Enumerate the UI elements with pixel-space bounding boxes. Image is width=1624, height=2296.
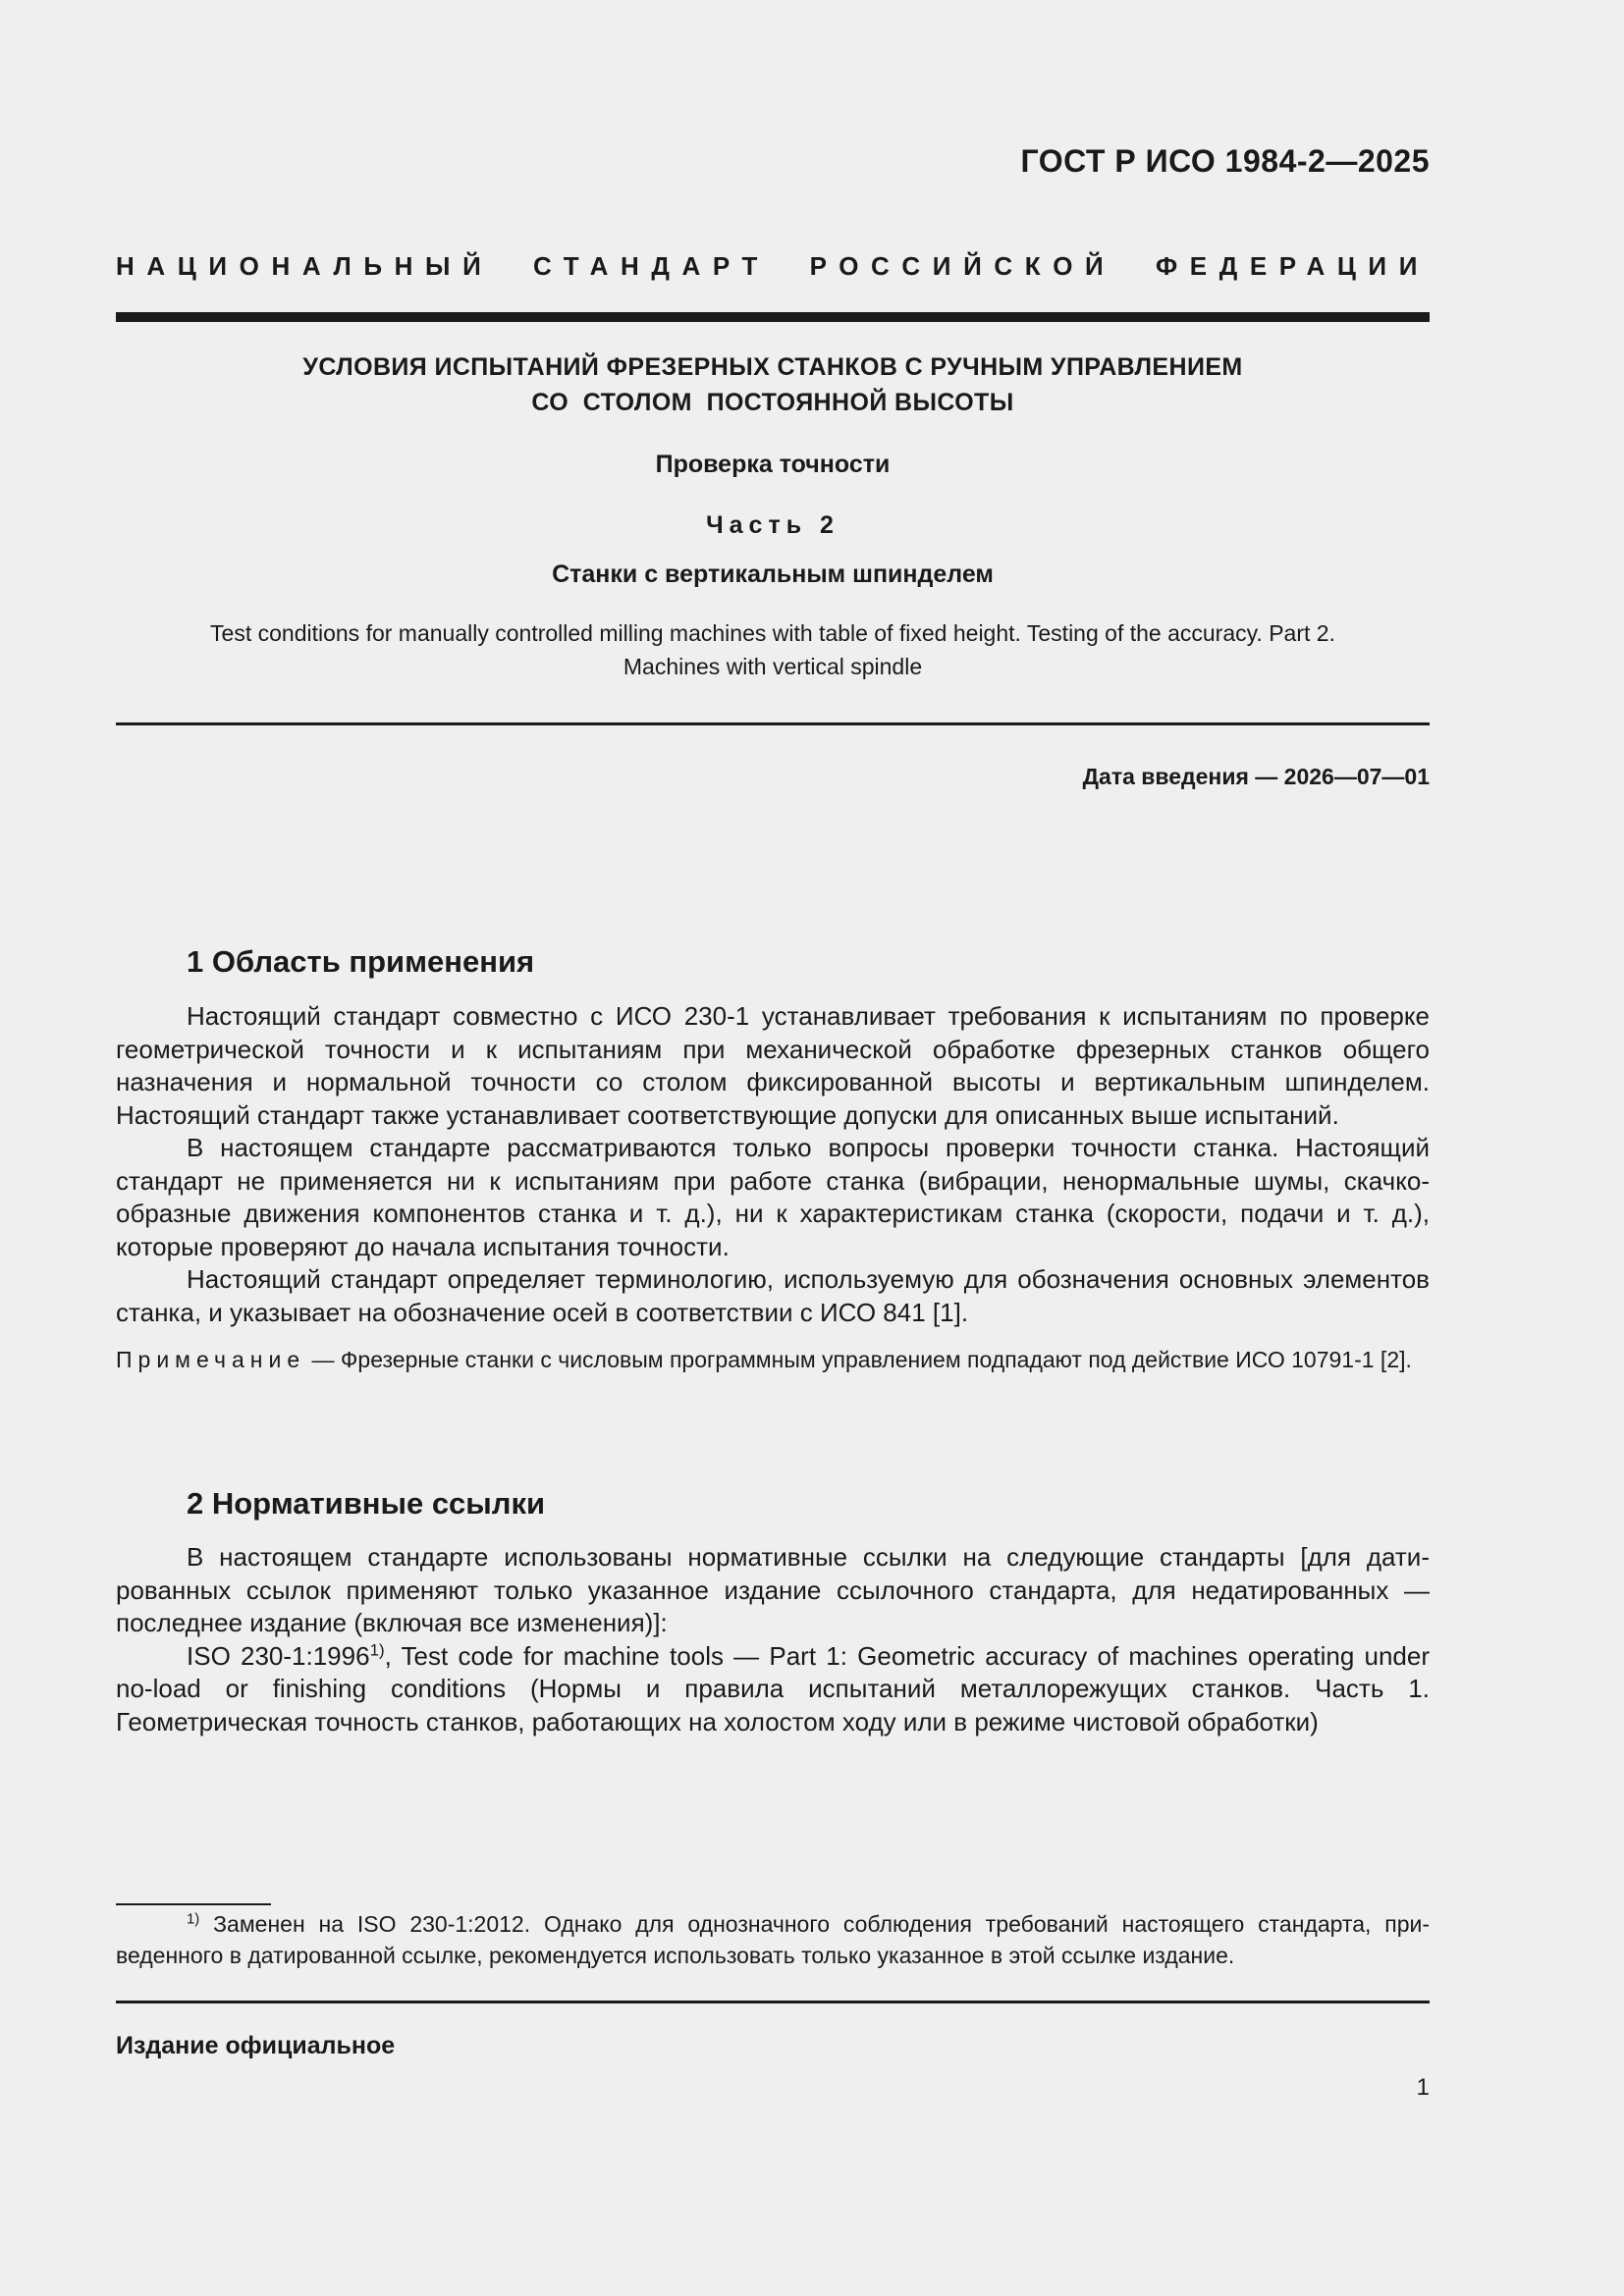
title-block [116, 349, 1430, 683]
footnote-text: Заменен на ISO 230-1:2012. Однако для однозначного соблюдения требований настоящего стандарта, приведенного в датированной ссылке, рекомендуется использовать только указанное в этой ссылке издание. [116, 1911, 1430, 1968]
document-part-title: Станки с вертикальным шпинделем [552, 561, 994, 588]
footnote-separator [116, 1903, 271, 1905]
english-title-line1: Test conditions for manually controlled milling machines with table of fixed height. Testing of the accuracy. Part 2. [210, 620, 1335, 646]
header-divider [116, 312, 1430, 322]
document-title [116, 349, 1430, 420]
section1-heading: 1 Область применения [187, 944, 535, 979]
document-title-line1: УСЛОВИЯ ИСПЫТАНИЙ ФРЕЗЕРНЫХ СТАНКОВ С РУЧНЫМ УПРАВЛЕНИЕМ [302, 353, 1243, 381]
footnote [116, 1908, 1430, 1971]
section1-body [116, 1000, 1430, 1329]
footnote-mark: 1) [187, 1910, 200, 1928]
introduction-date: Дата введения — 2026—07—01 [1082, 764, 1430, 789]
edition-label: Издание официальное [116, 2032, 396, 2059]
reference-code: ISO 230-1:1996 [187, 1640, 370, 1671]
title-divider [116, 722, 1430, 725]
section1-paragraph: В настоящем стандарте рассматриваются только вопросы проверки точности станка. Настоящий стандарт не применяется ни к испытаниям при работе станка (вибрации, ненормальные шумы, скачкообразные движения компонентов станка и т. д.), ни к характеристикам станка (скорости, подачи и т. д.), которые проверяют до начала испытания точности. [116, 1133, 1430, 1261]
document-part: Часть 2 [706, 511, 839, 539]
footnote-reference-mark[interactable]: 1) [369, 1639, 385, 1659]
document-page [116, 0, 1430, 2296]
section2-body [116, 1541, 1430, 1738]
document-code: ГОСТ Р ИСО 1984-2—2025 [1020, 143, 1430, 179]
reference-text: , Test code for machine tools — Part 1: Geometric accuracy of machines operating under no-load or finishing conditions (Нормы и правила испытаний металлорежущих станков. Часть 1. Геометрическая точность станков, работающих на холостом ходу или в режиме чистовой обработки) [116, 1640, 1431, 1736]
section1-note [116, 1345, 1430, 1375]
footnote-paragraph [116, 1908, 1430, 1971]
section1-paragraph: Настоящий стандарт определяет терминологию, используемую для обозначения основных элементов станка, и указывает на обозначение осей в соответствии с ИСО 841 [1]. [116, 1264, 1430, 1327]
note-text: — Фрезерные станки с числовым программным управлением подпадают под действие ИСО 10791-1 [2]. [305, 1347, 1412, 1372]
section1-paragraph: Настоящий стандарт совместно с ИСО 230-1 устанавливает требования к испытаниям по проверке геометрической точности и к испытаниям при механической обработке фрезерных станков общего назначения и нормальной точности со столом фиксированной высоты и вертикальным шпинделем. Настоящий стандарт также устанавливает соответствующие допуски для описанных выше испытаний. [116, 1001, 1430, 1130]
footer-divider [116, 2001, 1430, 2003]
page-number: 1 [1416, 2074, 1430, 2101]
normative-reference [116, 1640, 1430, 1739]
section2-paragraph: В настоящем стандарте использованы нормативные ссылки на следующие стандарты [для датированных ссылок применяют только указанное издание ссылочного стандарта, для недатированных — последнее издание (включая все изменения)]: [116, 1542, 1430, 1637]
document-subtitle: Проверка точности [655, 451, 891, 478]
document-title-line2: СО СТОЛОМ ПОСТОЯННОЙ ВЫСОТЫ [531, 389, 1014, 416]
national-standard-banner: НАЦИОНАЛЬНЫЙ СТАНДАРТ РОССИЙСКОЙ ФЕДЕРАЦИИ [116, 251, 1430, 281]
english-title-line2: Machines with vertical spindle [623, 654, 923, 679]
note-label: Примечание [116, 1347, 306, 1372]
english-title [116, 616, 1430, 683]
section2-heading: 2 Нормативные ссылки [187, 1486, 546, 1521]
